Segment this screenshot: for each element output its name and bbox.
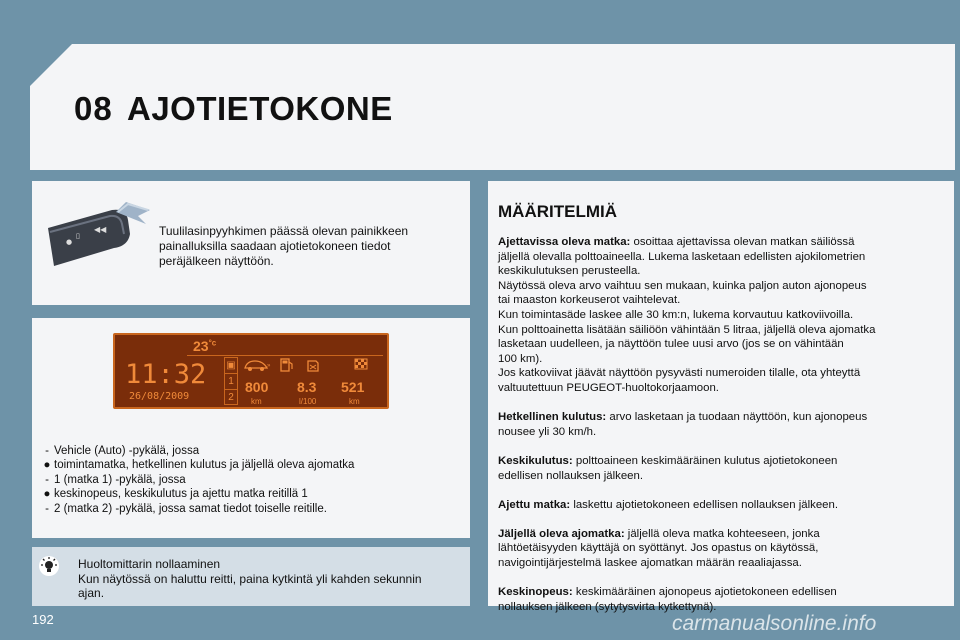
distance-unit: km xyxy=(349,397,360,406)
wiper-stalk-icon xyxy=(42,198,152,270)
car-range-icon xyxy=(243,358,273,372)
intro-text xyxy=(159,224,459,269)
watermark: carmanualsonline.info xyxy=(672,612,877,635)
definition-text: Näytössä oleva arvo vaihtuu sen mukaan, kuinka paljon auton ajonopeus xyxy=(498,279,867,292)
chapter-number: 08 xyxy=(74,90,113,127)
definition-text: jäljellä olevalla polttoaineella. Lukema lasketaan edellisten ajokilometrien xyxy=(498,250,866,263)
definitions-title: MÄÄRITELMIÄ xyxy=(498,202,617,221)
svg-text:▯: ▯ xyxy=(76,232,80,240)
intro-line: painalluksilla saadaan ajotietokoneen tiedot xyxy=(159,239,391,253)
svg-text:»: » xyxy=(267,363,271,369)
list-text: Vehicle (Auto) -pykälä, jossa xyxy=(54,445,200,457)
definition-item xyxy=(498,498,918,513)
definition-text: edellisen nollauksen jälkeen. xyxy=(498,469,644,482)
fuel-can-icon xyxy=(305,358,321,372)
definition-term: Keskinopeus: xyxy=(498,586,573,599)
chapter-title: AJOTIETOKONE xyxy=(127,90,393,127)
definition-text: tai maaston korkeuserot vaihtelevat. xyxy=(498,294,681,307)
definition-text: arvo lasketaan ja tuodaan näyttöön, kun ajonopeus xyxy=(606,411,868,424)
list-item xyxy=(40,473,460,487)
list-marker: - xyxy=(45,473,49,486)
note-line: ajan. xyxy=(78,586,105,600)
definition-item xyxy=(498,454,918,483)
fuel-pump-icon xyxy=(279,358,295,372)
definition-text: keskimääräinen ajonopeus ajotietokoneen edellisen xyxy=(572,586,837,599)
trip-box-1: 1 xyxy=(225,374,237,390)
display-divider xyxy=(187,355,383,356)
definition-term: Ajettavissa oleva matka: xyxy=(498,236,631,248)
list-item xyxy=(40,458,460,472)
list-marker: ● xyxy=(43,488,51,501)
definition-term: Ajettu matka: xyxy=(498,498,571,511)
definition-item xyxy=(498,585,918,614)
definition-term: Jäljellä oleva ajomatka: xyxy=(498,527,625,540)
tip-lightbulb-icon xyxy=(38,555,60,577)
note-title: Huoltomittarin nollaaminen xyxy=(78,557,221,571)
definition-item xyxy=(498,235,918,396)
definition-text: polttoaineen keskimääräinen kulutus ajotietokoneen xyxy=(572,454,838,467)
definition-text: valtuutettuun PEUGEOT-huoltokorjaamoon. xyxy=(498,381,719,394)
definition-text: lähtöetäisyyden käyttäjä on syöttänyt. Jos opastus on käytössä, xyxy=(498,542,819,555)
date-readout: 26/08/2009 xyxy=(129,391,190,402)
list-text: 2 (matka 2) -pykälä, jossa samat tiedot toiselle reitille. xyxy=(54,502,327,515)
definition-text: Kun toimintasäde laskee alle 30 km:n, lukema korvautuu katkoviivoilla. xyxy=(498,308,854,321)
temperature-unit: °c xyxy=(208,338,217,348)
list-marker: ● xyxy=(43,459,51,472)
definition-text: osoittaa ajettavissa olevan matkan säiliössä xyxy=(630,236,855,248)
list-text: toimintamatka, hetkellinen kulutus ja jäljellä oleva ajomatka xyxy=(54,459,355,472)
distance-value: 521 xyxy=(341,379,365,395)
clock-readout: 11:32 xyxy=(125,359,207,390)
definition-item xyxy=(498,410,918,439)
range-unit: km xyxy=(251,397,262,406)
list-text: keskinopeus, keskikulutus ja ajettu matka reitillä 1 xyxy=(54,488,308,501)
reset-note xyxy=(78,557,458,601)
list-text: 1 (matka 1) -pykälä, jossa xyxy=(54,473,186,486)
consumption-unit: l/100 xyxy=(299,397,317,406)
mode-list xyxy=(40,444,460,516)
trip-selector-box xyxy=(224,357,238,405)
temperature-readout xyxy=(193,338,216,354)
trip-computer-display xyxy=(113,333,389,409)
list-item xyxy=(40,444,460,458)
definition-text: nousee yli 30 km/h. xyxy=(498,425,597,438)
definition-term: Keskikulutus: xyxy=(498,454,573,467)
list-marker: - xyxy=(45,445,49,457)
list-marker: - xyxy=(45,502,49,515)
definition-text: Jos katkoviivat jäävät näyttöön pysyvästi numeroiden tilalle, ota yhteyttä xyxy=(498,367,861,380)
trip-box-2: 2 xyxy=(228,392,234,403)
definition-text: laskettu ajotietokoneen edellisen nollauksen jälkeen. xyxy=(570,498,839,511)
list-item xyxy=(40,502,460,516)
note-line: Kun näytössä on haluttu reitti, paina kytkintä yli kahden sekunnin xyxy=(78,571,422,586)
definition-text: 100 km). xyxy=(498,352,543,365)
list-item xyxy=(40,487,460,501)
intro-line: peräjälkeen näyttöön. xyxy=(159,254,274,268)
definitions-list xyxy=(498,235,918,629)
definition-text: keskikulutuksen perusteella. xyxy=(498,265,641,278)
definition-text: navigointijärjestelmä laskee ajomatkan määrän reaaliajassa. xyxy=(498,557,802,570)
definition-item xyxy=(498,527,918,571)
definition-text: nollauksen jälkeen (sytytysvirta kytkettynä). xyxy=(498,600,717,613)
vehicle-mode-icon: ▣ xyxy=(225,358,237,374)
definition-term: Hetkellinen kulutus: xyxy=(498,411,607,424)
checkered-flag-icon xyxy=(353,358,369,372)
svg-text:●: ● xyxy=(66,238,73,246)
definition-text: jäljellä oleva matka kohteeseen, jonka xyxy=(624,527,820,540)
definition-text: Kun polttoainetta lisätään säiliöön vähintään 5 litraa, jäljellä oleva ajomatka xyxy=(498,323,876,336)
range-value: 800 xyxy=(245,379,269,395)
definition-text: lasketaan uudelleen, ja näyttöön tulee uusi arvo (jos se on vähintään xyxy=(498,338,844,351)
intro-line: Tuulilasinpyyhkimen päässä olevan painikkeen xyxy=(159,224,409,238)
svg-text:◀◀: ◀◀ xyxy=(94,225,107,234)
consumption-value: 8.3 xyxy=(297,379,317,395)
temperature-value: 23 xyxy=(193,338,209,354)
page-number: 192 xyxy=(32,612,54,627)
